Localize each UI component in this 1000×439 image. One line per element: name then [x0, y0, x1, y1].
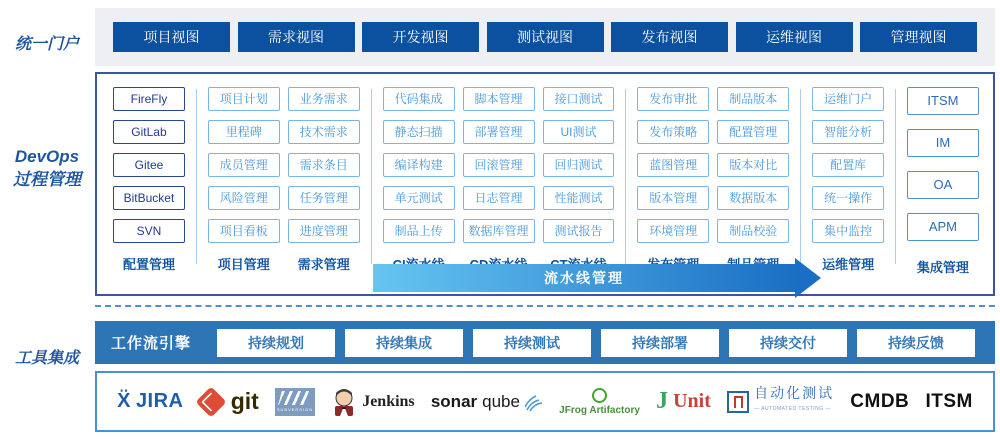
jfrog-wordmark: JFrog Artifactory [559, 404, 640, 416]
workflow-engine-bar [95, 321, 995, 364]
column-footer: 项目管理 [217, 257, 270, 272]
feature-box[interactable]: 环境管理 [637, 219, 709, 243]
junit-wordmark-unit: Unit [673, 390, 711, 412]
feature-box[interactable]: ITSM [907, 87, 979, 115]
jenkins-butler-icon [331, 387, 357, 417]
feature-box[interactable]: 运维门户 [812, 87, 884, 111]
view-button-1[interactable]: 需求视图 [238, 22, 355, 52]
feature-box[interactable]: IM [907, 129, 979, 157]
column-footer: 配置管理 [122, 257, 175, 272]
feature-box[interactable]: 发布策略 [637, 120, 709, 144]
feature-box[interactable]: 数据库管理 [463, 219, 535, 243]
feature-box[interactable]: 项目计划 [208, 87, 280, 111]
logo-jira [117, 390, 183, 413]
tool-integration-label: 工具集成 [14, 350, 79, 367]
logo-subversion [275, 388, 315, 416]
feature-box[interactable]: 智能分析 [812, 120, 884, 144]
feature-box[interactable]: APM [907, 213, 979, 241]
workflow-engine-label: 工作流引擎 [111, 335, 192, 352]
process-column [907, 87, 979, 276]
feature-box[interactable]: 脚本管理 [463, 87, 535, 111]
process-column [288, 87, 360, 276]
process-column [383, 87, 455, 276]
feature-box[interactable]: OA [907, 171, 979, 199]
process-column [812, 87, 884, 276]
section-divider-dashed [95, 305, 995, 307]
junit-wordmark-j: J [656, 388, 669, 414]
devops-process-panel [95, 72, 995, 296]
feature-box[interactable]: 编译构建 [383, 153, 455, 177]
jfrog-icon [592, 388, 607, 403]
feature-box[interactable]: 性能测试 [543, 186, 615, 210]
feature-box[interactable]: FireFly [113, 87, 185, 111]
sonarqube-wordmark-light: qube [482, 391, 520, 411]
process-column [717, 87, 789, 276]
feature-box[interactable]: 任务管理 [288, 186, 360, 210]
feature-box[interactable]: 测试报告 [543, 219, 615, 243]
process-column [113, 87, 185, 276]
itsm-wordmark: ITSM [925, 390, 973, 412]
feature-box[interactable]: 需求条目 [288, 153, 360, 177]
unified-portal-label: 统一门户 [14, 36, 79, 53]
feature-box[interactable]: 版本管理 [637, 186, 709, 210]
feature-box[interactable]: 回滚管理 [463, 153, 535, 177]
workflow-button-5[interactable]: 持续反馈 [857, 329, 975, 357]
pipeline-arrow [373, 264, 819, 292]
workflow-button-4[interactable]: 持续交付 [729, 329, 847, 357]
logo-jfrog-artifactory [559, 388, 640, 416]
git-icon [195, 386, 226, 417]
logo-cmdb [850, 391, 909, 413]
group-divider [371, 89, 372, 264]
feature-box[interactable]: 发布审批 [637, 87, 709, 111]
column-footer: 运维管理 [822, 257, 875, 272]
feature-box[interactable]: 进度管理 [288, 219, 360, 243]
cmdb-wordmark: CMDB [850, 390, 910, 412]
feature-box[interactable]: 蓝图管理 [637, 153, 709, 177]
feature-box[interactable]: BitBucket [113, 186, 185, 210]
view-button-5[interactable]: 运维视图 [736, 22, 853, 52]
workflow-buttons [217, 329, 975, 357]
jira-icon: Ẍ [117, 390, 131, 412]
logo-itsm [925, 391, 972, 413]
group-divider [196, 89, 197, 264]
feature-box[interactable]: 风险管理 [208, 186, 280, 210]
automated-testing-icon [727, 391, 749, 413]
feature-box[interactable]: 成员管理 [208, 153, 280, 177]
logo-junit [656, 388, 711, 415]
feature-box[interactable]: 业务需求 [288, 87, 360, 111]
jenkins-wordmark: Jenkins [362, 392, 415, 410]
logo-jenkins [331, 387, 414, 417]
group-divider [625, 89, 626, 264]
view-button-0[interactable]: 项目视图 [113, 22, 230, 52]
logo-git [200, 388, 259, 415]
workflow-button-3[interactable]: 持续部署 [601, 329, 719, 357]
feature-box[interactable]: 制品上传 [383, 219, 455, 243]
feature-box[interactable]: 静态扫描 [383, 120, 455, 144]
group-divider [800, 89, 801, 264]
feature-box[interactable]: Gitee [113, 153, 185, 177]
subversion-stripes [278, 391, 312, 405]
process-column [208, 87, 280, 276]
feature-box[interactable]: 回归测试 [543, 153, 615, 177]
process-groups [97, 74, 993, 276]
feature-box[interactable]: 技术需求 [288, 120, 360, 144]
feature-box[interactable]: 版本对比 [717, 153, 789, 177]
unified-portal-bar [95, 8, 995, 66]
column-footer: 需求管理 [297, 257, 350, 272]
process-column [463, 87, 535, 276]
subversion-icon [275, 388, 315, 416]
feature-box[interactable]: 项目看板 [208, 219, 280, 243]
process-column [637, 87, 709, 276]
feature-box[interactable]: SVN [113, 219, 185, 243]
logo-automated-testing [727, 388, 834, 416]
group-divider [895, 89, 896, 264]
devops-label-line1: DevOps [14, 147, 80, 166]
feature-box[interactable]: 数据版本 [717, 186, 789, 210]
process-column [543, 87, 615, 276]
sonarqube-wordmark-bold: sonar [430, 391, 478, 411]
logo-sonarqube [431, 392, 543, 412]
automated-testing-subtitle: — AUTOMATED TESTING — [754, 405, 831, 412]
workflow-button-1[interactable]: 持续集成 [345, 329, 463, 357]
git-wordmark: git [230, 388, 259, 414]
feature-box[interactable]: GitLab [113, 120, 185, 144]
tool-logo-strip [95, 371, 995, 432]
workflow-button-2[interactable]: 持续测试 [473, 329, 591, 357]
devops-label-line2: 过程管理 [13, 170, 81, 189]
view-button-2[interactable]: 开发视图 [362, 22, 479, 52]
feature-box[interactable]: 单元测试 [383, 186, 455, 210]
feature-box[interactable]: 制品校验 [717, 219, 789, 243]
jira-wordmark: JIRA [135, 390, 184, 412]
feature-box[interactable]: 里程碑 [208, 120, 280, 144]
automated-testing-icon-inner [734, 396, 743, 408]
feature-box[interactable]: 统一操作 [812, 186, 884, 210]
feature-box[interactable]: 部署管理 [463, 120, 535, 144]
devops-process-label [0, 145, 94, 191]
feature-box[interactable]: UI测试 [543, 120, 615, 144]
view-button-6[interactable]: 管理视图 [860, 22, 977, 52]
pipeline-arrow-label: 流水线管理 [544, 270, 624, 286]
feature-box[interactable]: 集中监控 [812, 219, 884, 243]
feature-box[interactable]: 配置管理 [717, 120, 789, 144]
feature-box[interactable]: 代码集成 [383, 87, 455, 111]
automated-testing-wordmark: 自动化测试 [754, 386, 835, 402]
workflow-button-0[interactable]: 持续规划 [217, 329, 335, 357]
view-button-3[interactable]: 测试视图 [487, 22, 604, 52]
view-button-4[interactable]: 发布视图 [611, 22, 728, 52]
feature-box[interactable]: 配置库 [812, 153, 884, 177]
feature-box[interactable]: 日志管理 [463, 186, 535, 210]
feature-box[interactable]: 制品版本 [717, 87, 789, 111]
pipeline-arrow-head [795, 258, 821, 298]
subversion-wordmark: SUBVERSION [276, 407, 314, 412]
feature-box[interactable]: 接口测试 [543, 87, 615, 111]
column-footer: 集成管理 [916, 260, 969, 275]
sonarqube-waves-icon [525, 392, 543, 412]
